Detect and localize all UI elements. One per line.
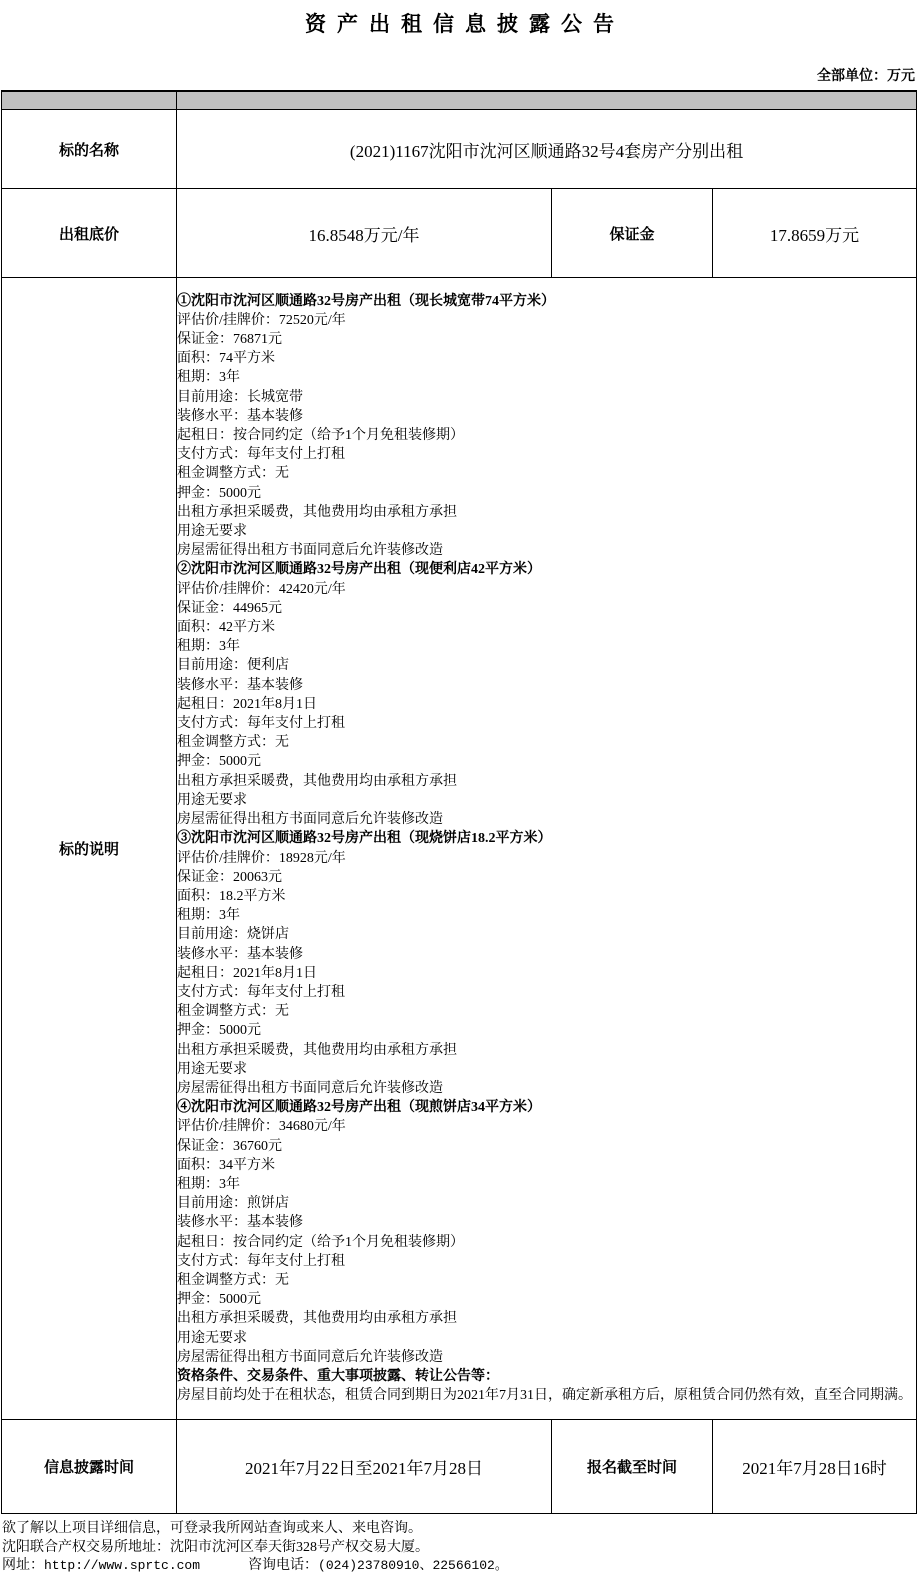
footer (2, 1520, 919, 1576)
header-strip-cell-right (177, 91, 917, 110)
description-line: 评估价/挂牌价：42420元/年 (177, 581, 346, 597)
description-line: 用途无要求 (177, 1330, 247, 1346)
disclosure-row (2, 1420, 917, 1514)
description-line: 面积：34平方米 (177, 1157, 275, 1173)
description-line: 面积：74平方米 (177, 351, 275, 367)
description-line: 评估价/挂牌价：18928元/年 (177, 850, 346, 866)
description-line: 面积：18.2平方米 (177, 888, 286, 904)
description-line: 保证金：44965元 (177, 600, 282, 616)
description-line: 起租日：2021年8月1日 (177, 965, 317, 981)
unit-note: 全部单位：万元 (817, 67, 915, 83)
description-heading: ①沈阳市沈河区顺通路32号房产出租（现长城宽带74平方米） (177, 293, 555, 309)
table-header-strip-row (2, 91, 917, 110)
description-line: 房屋需征得出租方书面同意后允许装修改造 (177, 1080, 443, 1096)
website-label: 网址： (2, 1558, 44, 1573)
description-line: 用途无要求 (177, 1061, 247, 1077)
description-line: 押金：5000元 (177, 754, 261, 770)
description-line: 保证金：36760元 (177, 1138, 282, 1154)
description-line: 租期：3年 (177, 908, 240, 924)
registration-deadline-value: 2021年7月28日16时 (713, 1420, 917, 1514)
description-line: 用途无要求 (177, 524, 247, 540)
announcement-page (0, 8, 919, 1576)
description-line: 押金：5000元 (177, 1023, 261, 1039)
description-heading: ②沈阳市沈河区顺通路32号房产出租（现便利店42平方米） (177, 562, 541, 578)
description-content (177, 278, 917, 1420)
description-line: 评估价/挂牌价：72520元/年 (177, 312, 346, 328)
description-line: 用途无要求 (177, 792, 247, 808)
description-line: 租金调整方式：无 (177, 1272, 289, 1288)
description-line: 装修水平：基本装修 (177, 1215, 303, 1231)
description-line: 起租日：2021年8月1日 (177, 696, 317, 712)
announcement-table (1, 90, 917, 1514)
subject-name-label: 标的名称 (2, 110, 177, 189)
description-heading: ④沈阳市沈河区顺通路32号房产出租（现煎饼店34平方米） (177, 1100, 541, 1116)
description-row (2, 278, 917, 1420)
description-line: 出租方承担采暖费，其他费用均由承租方承担 (177, 504, 457, 520)
phone-numbers: (024)23780910、22566102。 (318, 1558, 508, 1573)
subject-name-value: (2021)1167沈阳市沈河区顺通路32号4套房产分别出租 (177, 110, 917, 189)
description-line: 租期：3年 (177, 1176, 240, 1192)
description-line: 支付方式：每年支付上打租 (177, 447, 345, 463)
base-price-label: 出租底价 (2, 189, 177, 278)
description-line: 保证金：20063元 (177, 869, 282, 885)
website-url: http://www.sprtc.com (44, 1558, 201, 1573)
description-heading: 资格条件、交易条件、重大事项披露、转让公告等： (177, 1368, 499, 1384)
description-line: 出租方承担采暖费，其他费用均由承租方承担 (177, 1042, 457, 1058)
description-line: 支付方式：每年支付上打租 (177, 1253, 345, 1269)
description-line: 出租方承担采暖费，其他费用均由承租方承担 (177, 1311, 457, 1327)
description-line: 房屋需征得出租方书面同意后允许装修改造 (177, 812, 443, 828)
description-line: 起租日：按合同约定（给予1个月免租装修期） (177, 428, 464, 444)
footer-line-info: 欲了解以上项目详细信息，可登录我所网站查询或来人、来电咨询。 (2, 1521, 422, 1536)
description-line: 评估价/挂牌价：34680元/年 (177, 1119, 346, 1135)
description-line: 装修水平：基本装修 (177, 677, 303, 693)
description-line: 押金：5000元 (177, 485, 261, 501)
page-title: 资产出租信息披露公告 (305, 12, 625, 36)
description-line: 房屋目前均处于在租状态，租赁合同到期日为2021年7月31日，确定新承租方后，原租赁合同仍然有效，直至合同期满。 (177, 1388, 912, 1404)
description-line: 租金调整方式：无 (177, 1004, 289, 1020)
description-line: 出租方承担采暖费，其他费用均由承租方承担 (177, 773, 457, 789)
description-line: 租金调整方式：无 (177, 466, 289, 482)
subject-name-row (2, 110, 917, 189)
footer-line-contact (2, 1557, 919, 1576)
base-price-value: 16.8548万元/年 (177, 189, 552, 278)
deposit-label: 保证金 (552, 189, 713, 278)
description-line: 房屋需征得出租方书面同意后允许装修改造 (177, 543, 443, 559)
description-line: 目前用途：煎饼店 (177, 1196, 289, 1212)
price-row (2, 189, 917, 278)
footer-line-address: 沈阳联合产权交易所地址：沈阳市沈河区奉天街328号产权交易大厦。 (2, 1539, 429, 1555)
description-line: 装修水平：基本装修 (177, 408, 303, 424)
disclosure-period-value: 2021年7月22日至2021年7月28日 (177, 1420, 552, 1514)
deposit-value: 17.8659万元 (713, 189, 917, 278)
description-line: 装修水平：基本装修 (177, 946, 303, 962)
description-line: 面积：42平方米 (177, 620, 275, 636)
description-line: 支付方式：每年支付上打租 (177, 716, 345, 732)
description-line: 目前用途：长城宽带 (177, 389, 303, 405)
header-strip-cell-left (2, 91, 177, 110)
description-line: 押金：5000元 (177, 1292, 261, 1308)
description-line: 支付方式：每年支付上打租 (177, 984, 345, 1000)
description-line: 保证金：76871元 (177, 332, 282, 348)
description-line: 起租日：按合同约定（给予1个月免租装修期） (177, 1234, 464, 1250)
description-label: 标的说明 (2, 278, 177, 1420)
phone-label: 咨询电话： (248, 1558, 319, 1573)
disclosure-period-label: 信息披露时间 (2, 1420, 177, 1514)
description-line: 目前用途：烧饼店 (177, 927, 289, 943)
description-heading: ③沈阳市沈河区顺通路32号房产出租（现烧饼店18.2平方米） (177, 831, 552, 847)
description-line: 目前用途：便利店 (177, 658, 289, 674)
description-line: 租金调整方式：无 (177, 735, 289, 751)
description-line: 租期：3年 (177, 370, 240, 386)
registration-deadline-label: 报名截至时间 (552, 1420, 713, 1514)
description-line: 房屋需征得出租方书面同意后允许装修改造 (177, 1349, 443, 1365)
description-line: 租期：3年 (177, 639, 240, 655)
